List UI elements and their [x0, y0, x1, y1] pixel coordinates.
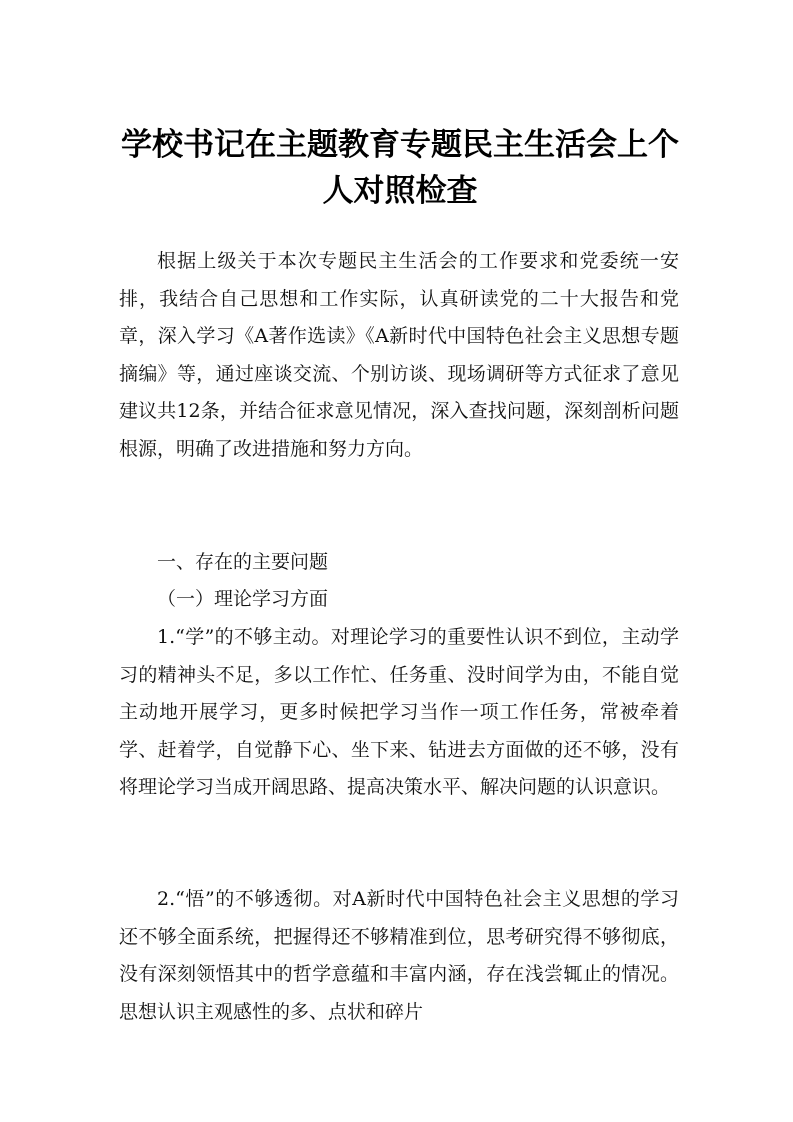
document-title-line-1: 学校书记在主题教育专题民主生活会上个 — [121, 127, 679, 163]
subsection-heading: （一）理论学习方面 — [157, 588, 329, 610]
item-2-paragraph: 2.“悟”的不够透彻。对A新时代中国特色社会主义思想的学习还不够全面系统，把握得还不够精准到位，思考研究得不够彻底，没有深刻领悟其中的哲学意蕴和丰富内涵，存在浅尝辄止的情况。思想认识主观感性的多、点状和碎片 — [119, 888, 679, 1023]
section-heading: 一、存在的主要问题 — [157, 551, 329, 573]
document-title-line-2: 人对照检查 — [322, 173, 478, 209]
intro-paragraph: 根据上级关于本次专题民主生活会的工作要求和党委统一安排，我结合自己思想和工作实际，认真研读党的二十大报告和党章，深入学习《A著作选读》《A新时代中国特色社会主义思想专题摘编》等，通过座谈交流、个别访谈、现场调研等方式征求了意见建议共12条，并结合征求意见情况，深入查找问题，深刻剖析问题根源，明确了改进措施和努力方向。 — [119, 250, 679, 460]
item-1-paragraph: 1.“学”的不够主动。对理论学习的重要性认识不到位，主动学习的精神头不足，多以工作忙、任务重、没时间学为由，不能自觉主动地开展学习，更多时候把学习当作一项工作任务，常被牵着学、赶着学，自觉静下心、坐下来、钻进去方面做的还不够，没有将理论学习当成开阔思路、提高决策水平、解决问题的认识意识。 — [119, 626, 679, 798]
